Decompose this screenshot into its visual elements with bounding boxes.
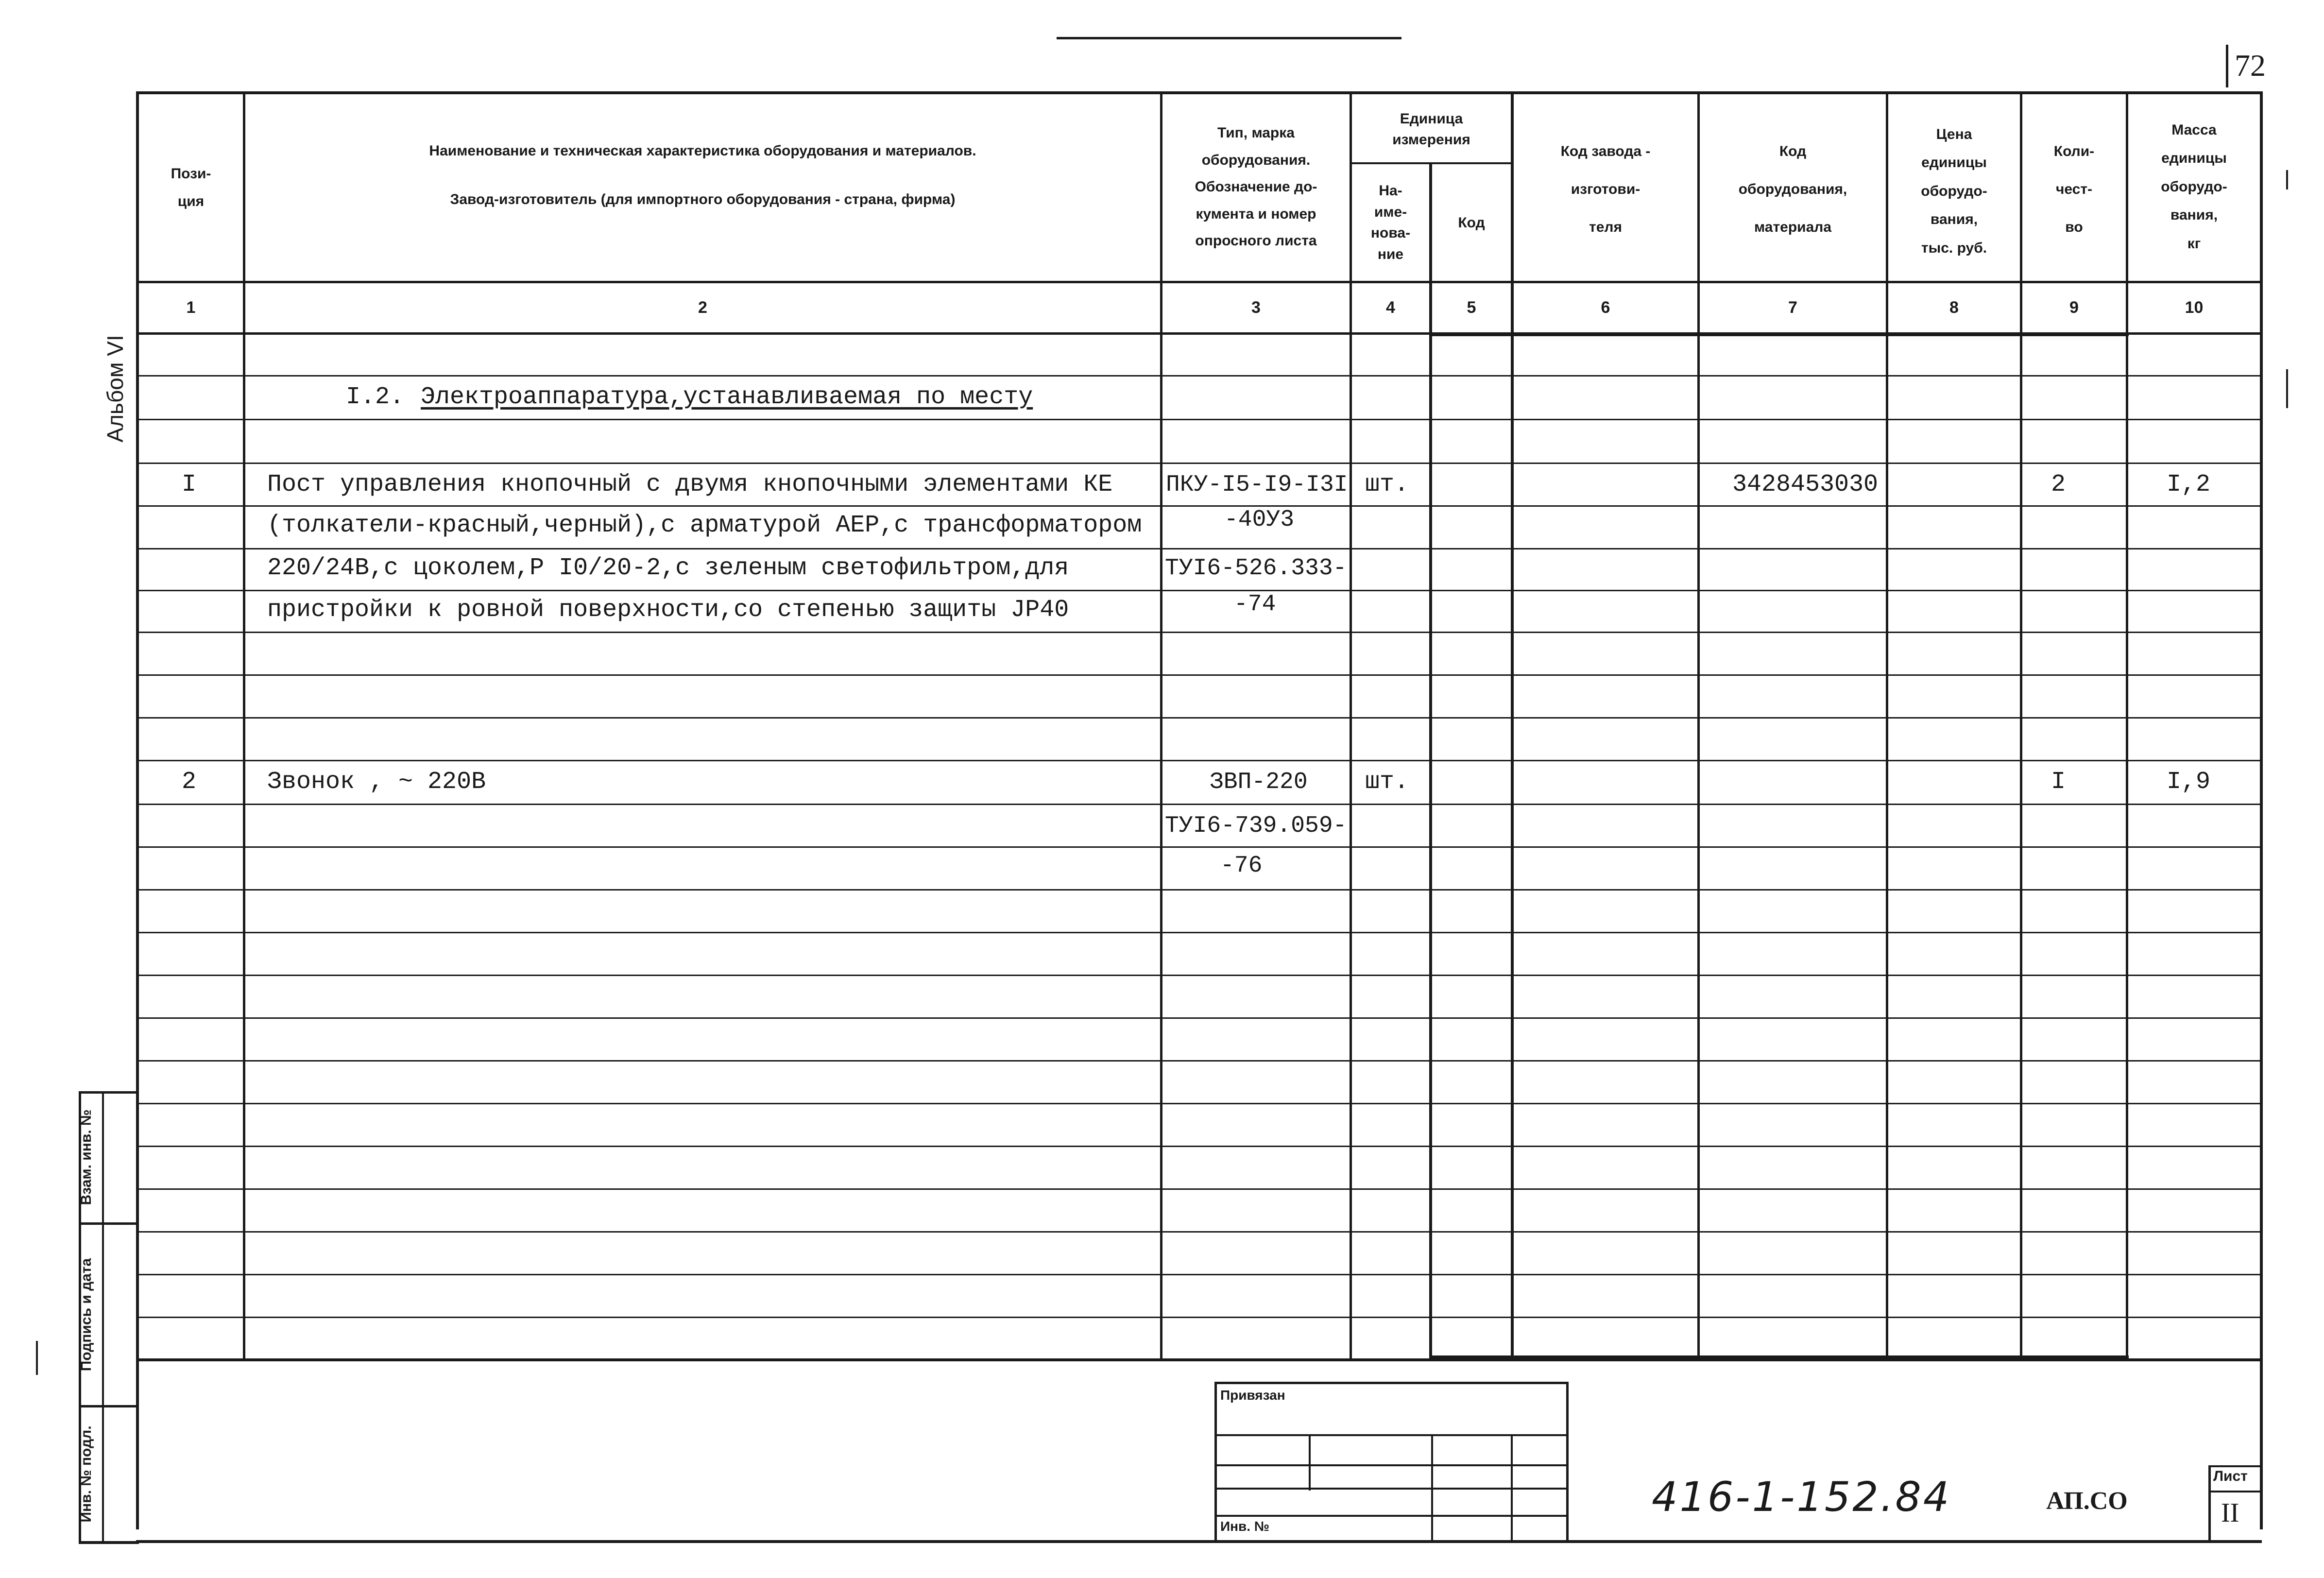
side-label-podpis: Подпись и дата	[78, 1258, 94, 1372]
table-row-line	[139, 419, 2260, 420]
sheet-number-bracket	[2226, 45, 2228, 87]
header-unit-code: Код	[1458, 214, 1485, 231]
table-row-line	[139, 1188, 2260, 1190]
table-row-line	[139, 975, 2260, 976]
table-row-line	[139, 932, 2260, 933]
bound-label: Привязан	[1220, 1388, 1285, 1403]
item-1-quantity: 2	[2051, 471, 2066, 498]
title-row-1	[1214, 1434, 1568, 1436]
sheet-box-mid	[2208, 1491, 2262, 1492]
table-row-line	[139, 548, 2260, 549]
table-row-line	[139, 590, 2260, 591]
colnum-10: 10	[2185, 298, 2204, 317]
sheet-label: Лист	[2213, 1468, 2248, 1484]
sheet-number-top: 72	[2235, 48, 2266, 83]
colnum-7: 7	[1788, 298, 1797, 317]
header-equipment-code: Код оборудования, материала	[1738, 143, 1847, 235]
col1-right	[243, 91, 245, 1361]
table-right-border	[2260, 91, 2263, 1529]
colnum-5: 5	[1467, 298, 1476, 317]
header-name-line1: Наименование и техническая характеристика оборудования и материалов.	[429, 142, 976, 159]
col4-right	[1429, 162, 1432, 1361]
col5-right	[1511, 91, 1514, 1361]
table-row-line	[139, 760, 2260, 761]
side-label-inv-podl: Инв. № подл.	[78, 1425, 94, 1523]
item-1-unit: шт.	[1365, 471, 1409, 498]
header-unit-name: На- име- нова- ние	[1370, 183, 1411, 262]
table-row-line	[139, 1060, 2260, 1062]
col7-right	[1886, 91, 1888, 1361]
side-label-vzam: Взам. инв. №	[78, 1109, 94, 1205]
section-title-text: Электроаппаратура,устанавливаемая по месту	[421, 383, 1033, 411]
left-edge-tick	[36, 1341, 38, 1375]
item-1-position: I	[182, 471, 197, 498]
item-1-name-line-3: 220/24В,с цоколем,Р I0/20-2,с зеленым светофильтром,для	[267, 554, 1069, 582]
header-factory-code: Код завода - изготови- теля	[1560, 143, 1651, 235]
item-2-unit: шт.	[1365, 768, 1409, 796]
sheet-box-left	[2208, 1465, 2211, 1542]
title-block-top	[1214, 1382, 1568, 1384]
header-position: Пози- ция	[171, 166, 211, 209]
doc-number: 416-1-152.84	[1652, 1473, 1951, 1521]
item-2-name-line-1: Звонок , ~ 220В	[267, 768, 486, 796]
album-label: Альбом VI	[103, 335, 128, 443]
col8-right	[2020, 91, 2022, 1361]
title-block-right	[1566, 1382, 1569, 1542]
item-2-type-line-3: -76	[1220, 853, 1263, 879]
item-1-type-line-1: ПКУ-I5-I9-I3I	[1166, 472, 1348, 498]
header-unit-price: Цена единицы оборудо- вания, тыс. руб.	[1921, 126, 1987, 256]
item-2-mass: I,9	[2167, 768, 2211, 796]
item-1-type-line-2: -40У3	[1224, 507, 1295, 533]
colnum-4: 4	[1386, 298, 1395, 317]
colnum-9: 9	[2069, 298, 2079, 317]
table-row-line	[139, 1103, 2260, 1104]
title-row-4	[1214, 1515, 1568, 1517]
col2-right	[1160, 91, 1162, 1361]
item-1-name-line-1: Пост управления кнопочный с двумя кнопочными элементами КЕ	[267, 471, 1113, 498]
section-title-number: I.2.	[346, 383, 405, 411]
title-col-3	[1511, 1434, 1513, 1542]
table-row-line	[139, 375, 2260, 377]
top-center-rule	[1057, 37, 1401, 39]
side-stamp-bottom	[79, 1541, 139, 1544]
colnum-2: 2	[698, 298, 707, 317]
table-row-line	[139, 505, 2260, 507]
item-2-quantity: I	[2051, 768, 2066, 796]
box-bottom	[1429, 1355, 2129, 1359]
title-col-2	[1431, 1434, 1433, 1542]
colnum-6: 6	[1601, 298, 1610, 317]
inv-label: Инв. №	[1220, 1519, 1270, 1534]
header-name-line2: Завод-изготовитель (для импортного оборудования - страна, фирма)	[450, 191, 956, 207]
table-row-line	[139, 1317, 2260, 1318]
table-row-line	[139, 463, 2260, 464]
item-1-name-line-2: (толкатели-красный,черный),с арматурой АЕР,с трансформатором	[267, 512, 1142, 539]
table-row-line	[139, 846, 2260, 848]
right-edge-tick-2	[2286, 369, 2288, 408]
item-1-type-line-4: -74	[1234, 591, 1276, 617]
table-row-line	[139, 804, 2260, 805]
table-row-line	[139, 632, 2260, 633]
col6-right	[1697, 91, 1700, 1361]
item-1-mass: I,2	[2167, 471, 2211, 498]
col9-right	[2126, 91, 2128, 1361]
colnum-3: 3	[1251, 298, 1261, 317]
colnum-1: 1	[186, 298, 196, 317]
table-row-line	[139, 674, 2260, 676]
item-1-type-line-3: ТУI6-526.333-	[1165, 555, 1347, 582]
header-quantity: Коли- чест- во	[2053, 143, 2095, 235]
box-top	[1429, 333, 2129, 336]
item-2-position: 2	[182, 768, 197, 796]
title-row-3	[1214, 1488, 1568, 1490]
item-1-name-line-4: пристройки к ровной поверхности,со степенью защиты JP40	[267, 596, 1069, 624]
table-top-border	[136, 91, 2262, 94]
table-row-line	[139, 1274, 2260, 1275]
table-row-line	[139, 717, 2260, 719]
doc-code: АП.СО	[2046, 1487, 2128, 1515]
table-row-line	[139, 1146, 2260, 1147]
side-stamp-mid	[102, 1092, 104, 1544]
right-edge-tick-1	[2286, 170, 2288, 189]
header-unit-mass: Масса единицы оборудо- вания, кг	[2161, 121, 2227, 252]
item-2-type-line-2: ТУI6-739.059-	[1165, 813, 1347, 839]
colnum-8: 8	[1949, 298, 1959, 317]
header-type: Тип, марка оборудования. Обозначение до- кумента и номер опросного листа	[1195, 125, 1317, 249]
table-row-line	[139, 1231, 2260, 1233]
sheet-value: II	[2221, 1498, 2239, 1528]
bottom-frame-line	[136, 1540, 2262, 1543]
item-1-equipment-code: 3428453030	[1732, 471, 1879, 498]
sheet-box-top	[2208, 1465, 2262, 1467]
title-col-1	[1309, 1434, 1311, 1491]
item-2-type-line-1: ЗВП-220	[1210, 769, 1308, 795]
side-stamp-div2	[79, 1405, 139, 1407]
title-row-2	[1214, 1464, 1568, 1466]
table-row-line	[139, 889, 2260, 891]
col3-right	[1350, 91, 1352, 1361]
table-row-line	[139, 1017, 2260, 1019]
header-unit-group: Единица измерения	[1392, 110, 1470, 148]
title-block-left	[1214, 1382, 1217, 1542]
